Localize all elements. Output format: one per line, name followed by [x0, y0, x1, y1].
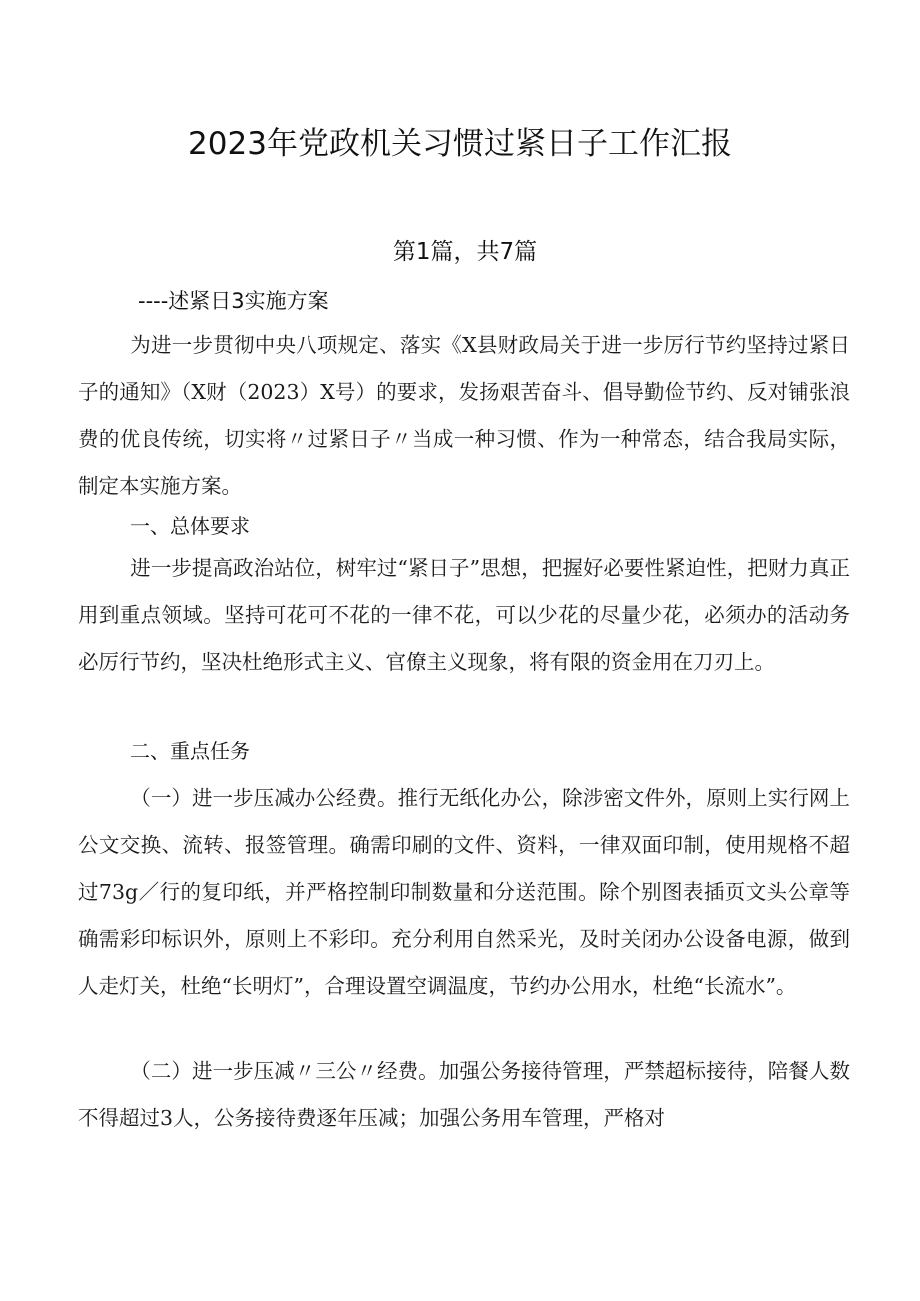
requirements-paragraph: 进一步提高政治站位，树牢过“紧日子”思想，把握好必要性紧迫性，把财力真正用到重点领域。坚持可花可不花的一律不花，可以少花的尽量少花，必须办的活动务必厉行节约，坚决杜绝形式主义、官僚主义现象，将有限的资金用在刀刃上。: [78, 556, 850, 674]
intro-paragraph: 为进一步贯彻中央八项规定、落实《X县财政局关于进一步厉行节约坚持过紧日子的通知》（X财（2023）X号）的要求，发扬艰苦奋斗、倡导勤俭节约、反对铺张浪费的优良传统，切实将〃过紧日子〃当成一种习惯、作为一种常态，结合我局实际，制定本实施方案。: [78, 333, 850, 498]
document-title: 2023年党政机关习惯过紧日子工作汇报: [188, 126, 732, 162]
task-1-paragraph: （一）进一步压减办公经费。推行无纸化办公，除涉密文件外，原则上实行网上公文交换、流转、报签管理。确需印刷的文件、资料，一律双面印制，使用规格不超过73g／行的复印纸，并严格控制印制数量和分送范围。除个别图表插页文头公章等确需彩印标识外，原则上不彩印。充分利用自然采光，及时关闭办公设备电源，做到人走灯关，杜绝“长明灯”，合理设置空调温度，节约办公用水，杜绝“长流水”。: [78, 786, 850, 998]
heading-key-tasks: 二、重点任务: [130, 739, 250, 763]
heading-general-requirements: 一、总体要求: [130, 514, 250, 538]
task-2-paragraph: （二）进一步压减〃三公〃经费。加强公务接待管理，严禁超标接待，陪餐人数不得超过3人，公务接待费逐年压减；加强公务用车管理，严格对: [78, 1059, 850, 1130]
section-heading: ----述紧日3实施方案: [138, 289, 329, 313]
part-label: 第1篇，共7篇: [392, 239, 538, 265]
